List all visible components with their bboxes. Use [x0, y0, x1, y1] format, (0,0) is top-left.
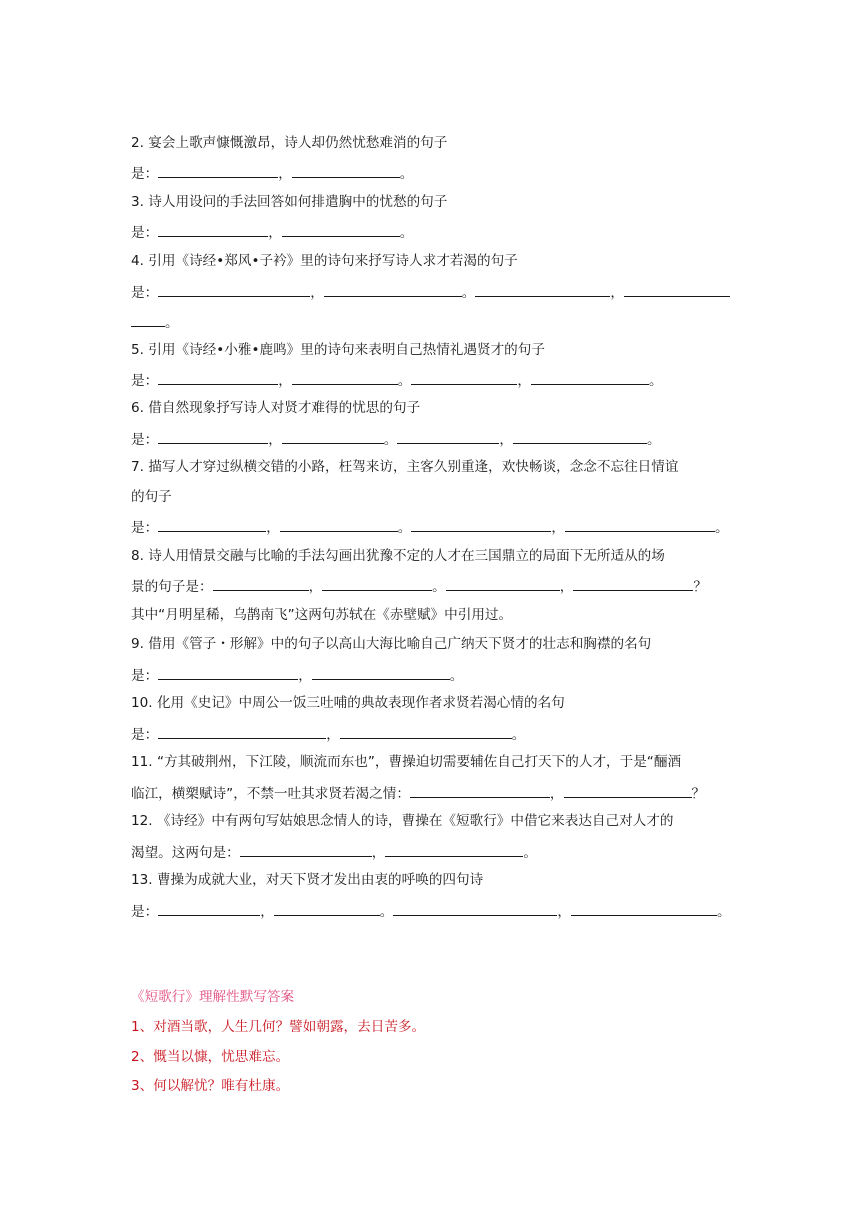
answer-line-9 — [131, 664, 463, 686]
period: 。 — [397, 520, 412, 536]
answer-line-13 — [131, 900, 731, 922]
blank[interactable] — [274, 900, 380, 916]
blank[interactable] — [411, 516, 551, 532]
answer-prefix: 是： — [131, 432, 159, 448]
question-11: 11. “方其破荆州，下江陵，顺流而东也”，曹操迫切需要辅佐自己打天下的人才，于是“酾酒 — [131, 754, 682, 770]
comma: ， — [268, 432, 282, 448]
period: 。 — [399, 166, 414, 182]
answer-line-4 — [131, 281, 730, 303]
blank[interactable] — [324, 281, 462, 297]
answer-line-10 — [131, 723, 525, 745]
answer-line-11 — [131, 782, 705, 804]
period: 。 — [646, 432, 661, 448]
answer-prefix: 是： — [131, 520, 159, 536]
answer-prefix: 是： — [131, 166, 159, 182]
answer-prefix: 是： — [131, 373, 159, 389]
answer-prefix: 是： — [131, 285, 159, 301]
blank[interactable] — [340, 723, 512, 739]
answer-line-4-cont — [131, 311, 179, 333]
blank[interactable] — [410, 782, 550, 798]
period: 。 — [397, 373, 412, 389]
blank[interactable] — [240, 841, 372, 857]
answer-line-2 — [131, 162, 413, 184]
comma: ， — [260, 904, 274, 920]
comma: ， — [517, 373, 531, 389]
blank[interactable] — [280, 516, 398, 532]
question-8-cont: 景的句子是： — [131, 579, 213, 595]
comma: ， — [278, 166, 292, 182]
question-11-cont: 临江，横槊赋诗”，不禁一吐其求贤若渴之情： — [131, 786, 410, 802]
question-10: 10. 化用《史记》中周公一饭三吐哺的典故表现作者求贤若渴心情的名句 — [131, 695, 565, 711]
period: 。 — [648, 373, 663, 389]
blank[interactable] — [393, 900, 557, 916]
answer-line-8 — [131, 575, 707, 597]
comma: ， — [268, 225, 282, 241]
blank[interactable] — [158, 723, 326, 739]
answer-prefix: 是： — [131, 904, 159, 920]
blank[interactable] — [624, 281, 730, 297]
answer-prefix: 是： — [131, 727, 159, 743]
question-9: 9. 借用《管子・形解》中的句子以高山大海比喻自己广纳天下贤才的壮志和胸襟的名句 — [131, 636, 652, 652]
blank[interactable] — [158, 221, 268, 237]
blank[interactable] — [573, 575, 693, 591]
answer-item: 3、何以解忧？唯有杜康。 — [131, 1078, 290, 1094]
blank[interactable] — [158, 162, 278, 178]
answer-line-6 — [131, 428, 661, 450]
question-mark: ？ — [691, 786, 706, 802]
period: 。 — [523, 845, 537, 861]
comma: ， — [557, 904, 571, 920]
blank[interactable] — [312, 664, 450, 680]
comma: ， — [559, 579, 574, 595]
blank[interactable] — [385, 841, 523, 857]
period: 。 — [449, 668, 464, 684]
period: 。 — [716, 904, 731, 920]
question-12-cont: 渴望。这两句是： — [131, 845, 240, 861]
question-8-note: 其中“月明星稀，乌鹊南飞”这两句苏轼在《赤壁赋》中引用过。 — [131, 607, 513, 623]
answer-item: 2、慨当以慷，忧思难忘。 — [131, 1049, 290, 1065]
blank[interactable] — [282, 428, 384, 444]
question-7-cont: 的句子 — [131, 489, 172, 505]
blank[interactable] — [513, 428, 647, 444]
comma: ， — [371, 845, 386, 861]
blank[interactable] — [158, 900, 260, 916]
answer-item: 1、对酒当歌，人生几何？譬如朝露，去日苦多。 — [131, 1019, 426, 1035]
question-12: 12. 《诗经》中有两句写姑娘思念情人的诗，曹操在《短歌行》中借它来表达自己对人才的 — [131, 813, 674, 829]
blank[interactable] — [158, 516, 266, 532]
blank[interactable] — [158, 281, 310, 297]
comma: ， — [610, 285, 624, 301]
period: 。 — [165, 315, 179, 331]
comma: ， — [326, 727, 340, 743]
blank[interactable] — [158, 428, 268, 444]
period: 。 — [432, 579, 446, 595]
blank[interactable] — [565, 516, 715, 532]
period: 。 — [383, 432, 398, 448]
blank[interactable] — [322, 575, 432, 591]
blank[interactable] — [292, 162, 400, 178]
comma: ， — [310, 285, 324, 301]
blank[interactable] — [446, 575, 560, 591]
comma: ， — [308, 579, 323, 595]
question-6: 6. 借自然现象抒写诗人对贤才难得的忧思的句子 — [131, 400, 421, 416]
answer-line-7 — [131, 516, 729, 538]
blank[interactable] — [564, 782, 692, 798]
comma: ， — [278, 373, 292, 389]
question-7: 7. 描写人才穿过纵横交错的小路，枉驾来访，主客久别重逢，欢快畅谈，念念不忘往日情谊 — [131, 459, 679, 475]
blank[interactable] — [475, 281, 610, 297]
answer-line-3 — [131, 221, 413, 243]
question-8: 8. 诗人用情景交融与比喻的手法勾画出犹豫不定的人才在三国鼎立的局面下无所适从的场 — [131, 548, 665, 564]
answers-title: 《短歌行》理解性默写答案 — [131, 989, 295, 1005]
comma: ， — [549, 786, 564, 802]
comma: ， — [298, 668, 312, 684]
period: 。 — [714, 520, 729, 536]
question-5: 5. 引用《诗经•小雅•鹿鸣》里的诗句来表明自己热情礼遇贤才的句子 — [131, 342, 545, 358]
answer-prefix: 是： — [131, 668, 159, 684]
blank[interactable] — [213, 575, 309, 591]
comma: ， — [551, 520, 565, 536]
answer-prefix: 是： — [131, 225, 159, 241]
blank[interactable] — [397, 428, 499, 444]
blank[interactable] — [571, 900, 717, 916]
period: 。 — [399, 225, 414, 241]
question-3: 3. 诗人用设问的手法回答如何排遣胸中的忧愁的句子 — [131, 194, 448, 210]
question-mark: ？ — [693, 579, 707, 595]
question-13: 13. 曹操为成就大业，对天下贤才发出由衷的呼唤的四句诗 — [131, 872, 484, 888]
answer-line-12 — [131, 841, 537, 863]
blank[interactable] — [531, 369, 649, 385]
comma: ， — [499, 432, 513, 448]
blank[interactable] — [282, 221, 400, 237]
blank[interactable] — [411, 369, 517, 385]
blank[interactable] — [158, 664, 298, 680]
question-2: 2. 宴会上歌声慷慨激昂，诗人却仍然忧愁难消的句子 — [131, 135, 448, 151]
period: 。 — [379, 904, 394, 920]
answer-line-5 — [131, 369, 663, 391]
period: 。 — [461, 285, 476, 301]
blank[interactable] — [292, 369, 398, 385]
period: 。 — [511, 727, 526, 743]
comma: ， — [266, 520, 280, 536]
blank[interactable] — [158, 369, 278, 385]
question-4: 4. 引用《诗经•郑风•子衿》里的诗句来抒写诗人求才若渴的句子 — [131, 253, 518, 269]
blank[interactable] — [131, 311, 165, 327]
